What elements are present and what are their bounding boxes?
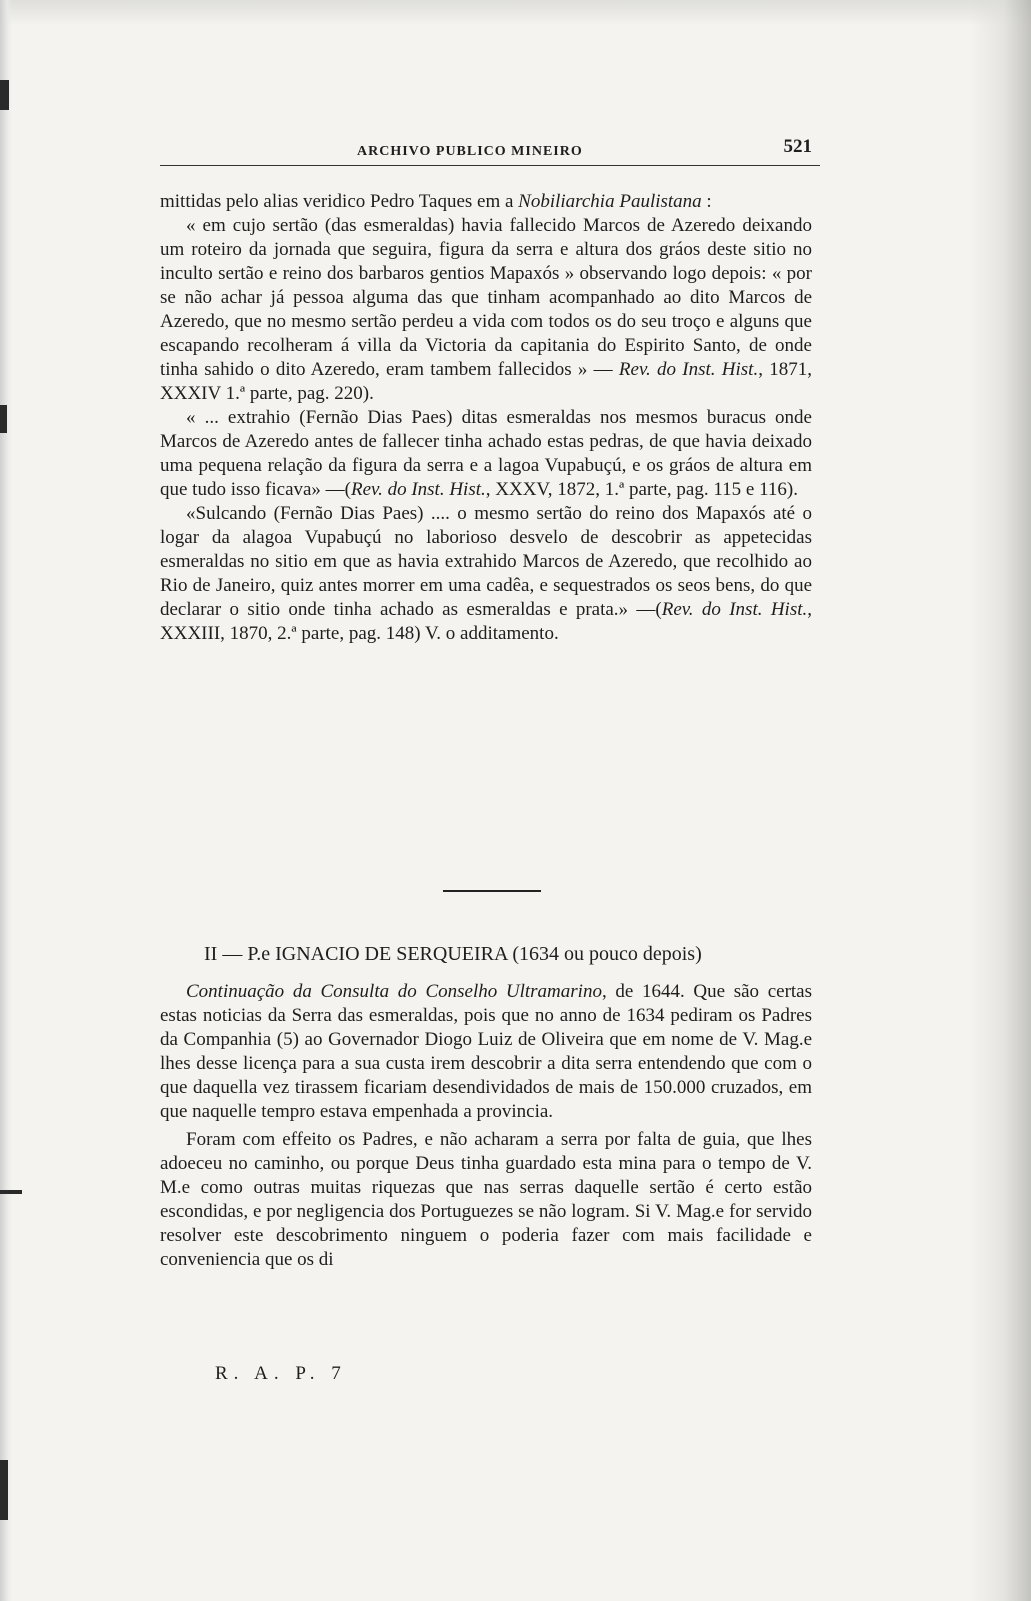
text-run: , de 1644. Que são certas estas noticias da Serra das esmeraldas, pois que no anno de 1634 pediram os Padres da Companhia (5) ao Governador Diogo Luiz de Oliveira que em nome de V. Mag.e lhes desse licença para a sua custa irem descobrir a dita serra entendendo que com o que daquella vez tirassem ficariam desendividados de mais de 150.000 cruzados, em que naquelle tempro estava empenhada a provincia. <box>160 981 813 1122</box>
binding-mark <box>0 80 9 110</box>
main-text <box>160 190 812 646</box>
section-separator <box>443 890 541 892</box>
text-run: , XXXV, 1872, 1.ª parte, pag. 115 e 116). <box>485 479 798 500</box>
paragraph <box>160 502 812 646</box>
italic-citation: Rev. do Inst. Hist. <box>351 479 486 500</box>
section-ii <box>160 942 812 1276</box>
text-run: , 1871, XXXIV 1.ª parte, pag. 220). <box>160 359 812 404</box>
italic-citation: Nobiliarchia Paulistana <box>518 191 702 212</box>
paragraph <box>160 980 812 1124</box>
binding-mark <box>0 1460 8 1520</box>
text-run: mittidas pelo alias veridico Pedro Taques em a <box>160 191 519 212</box>
binding-mark <box>0 1190 22 1194</box>
paragraph <box>160 190 812 214</box>
binding-mark <box>0 405 7 433</box>
header-rule <box>160 165 820 166</box>
text-run: : <box>701 191 712 212</box>
running-head: ARCHIVO PUBLICO MINEIRO <box>357 144 583 159</box>
page-number: 521 <box>783 136 812 157</box>
paragraph <box>160 406 812 502</box>
text-run: «Sulcando (Fernão Dias Paes) .... o mesmo sertão do reino dos Mapaxós até o logar da alagoa Vupabuçú no laborioso desvelo de descobrir as appetecidas esmeraldas no sitio em que as havia extrahido Marcos de Azeredo, que recolhido ao Rio de Janeiro, quiz antes morrer em uma cadêa, e sequestrados os seos bens, do que declarar o sitio onde tinha achado as esmeraldas e prata.» —( <box>160 503 812 620</box>
page-header <box>160 132 820 166</box>
text-run: , XXXIII, 1870, 2.ª parte, pag. 148) V. o additamento. <box>160 599 812 644</box>
scan-shadow-left <box>0 0 12 1601</box>
paragraph <box>160 214 812 406</box>
section-heading: II — P.e IGNACIO DE SERQUEIRA (1634 ou pouco depois) <box>204 943 702 965</box>
text-run: « ... extrahio (Fernão Dias Paes) ditas esmeraldas nos mesmos buracus onde Marcos de Azeredo antes de fallecer tinha achado estas pedras, de que havia deixado uma pequena relação da figura da serra e a lagoa Vupabuçú, e os gráos de altura em que tudo isso ficava» —( <box>160 407 812 500</box>
text-run: Foram com effeito os Padres, e não acharam a serra por falta de guia, que lhes adoeceu no caminho, ou porque Deus tinha guardado esta mina para o tempo de V. M.e como outras muitas riquezas que nas serras daquelle sertão é certo estão escondidas, e por negligencia dos Portuguezes se não logram. Si V. Mag.e for servido resolver este descobrimento ninguem o poderia fazer com mais facilidade e conveniencia que os di <box>160 1129 812 1270</box>
scan-shadow-right <box>971 0 1031 1601</box>
italic-citation: Rev. do Inst. Hist. <box>618 359 759 380</box>
italic-citation: Continuação da Consulta do Conselho Ultramarino <box>186 981 602 1002</box>
signature-mark: R. A. P. 7 <box>215 1363 347 1384</box>
text-run: « em cujo sertão (das esmeraldas) havia fallecido Marcos de Azeredo deixando um roteiro da jornada que seguira, figura da serra e altura dos gráos deste sitio no inculto sertão e reino dos barbaros gentios Mapaxós » observando logo depois: « por se não achar já pessoa alguma das que tinham acompanhado ao dito Marcos de Azeredo, que no mesmo sertão perdeu a vida com todos os do seu troço e alguns que escapando recolheram á villa da Victoria da capitania do Espirito Santo, de onde tinha sahido o dito Azeredo, eram tambem fallecidos » — <box>160 215 812 380</box>
paragraph <box>160 1128 812 1272</box>
italic-citation: Rev. do Inst. Hist. <box>661 599 808 620</box>
scan-shadow-top <box>0 0 1031 26</box>
